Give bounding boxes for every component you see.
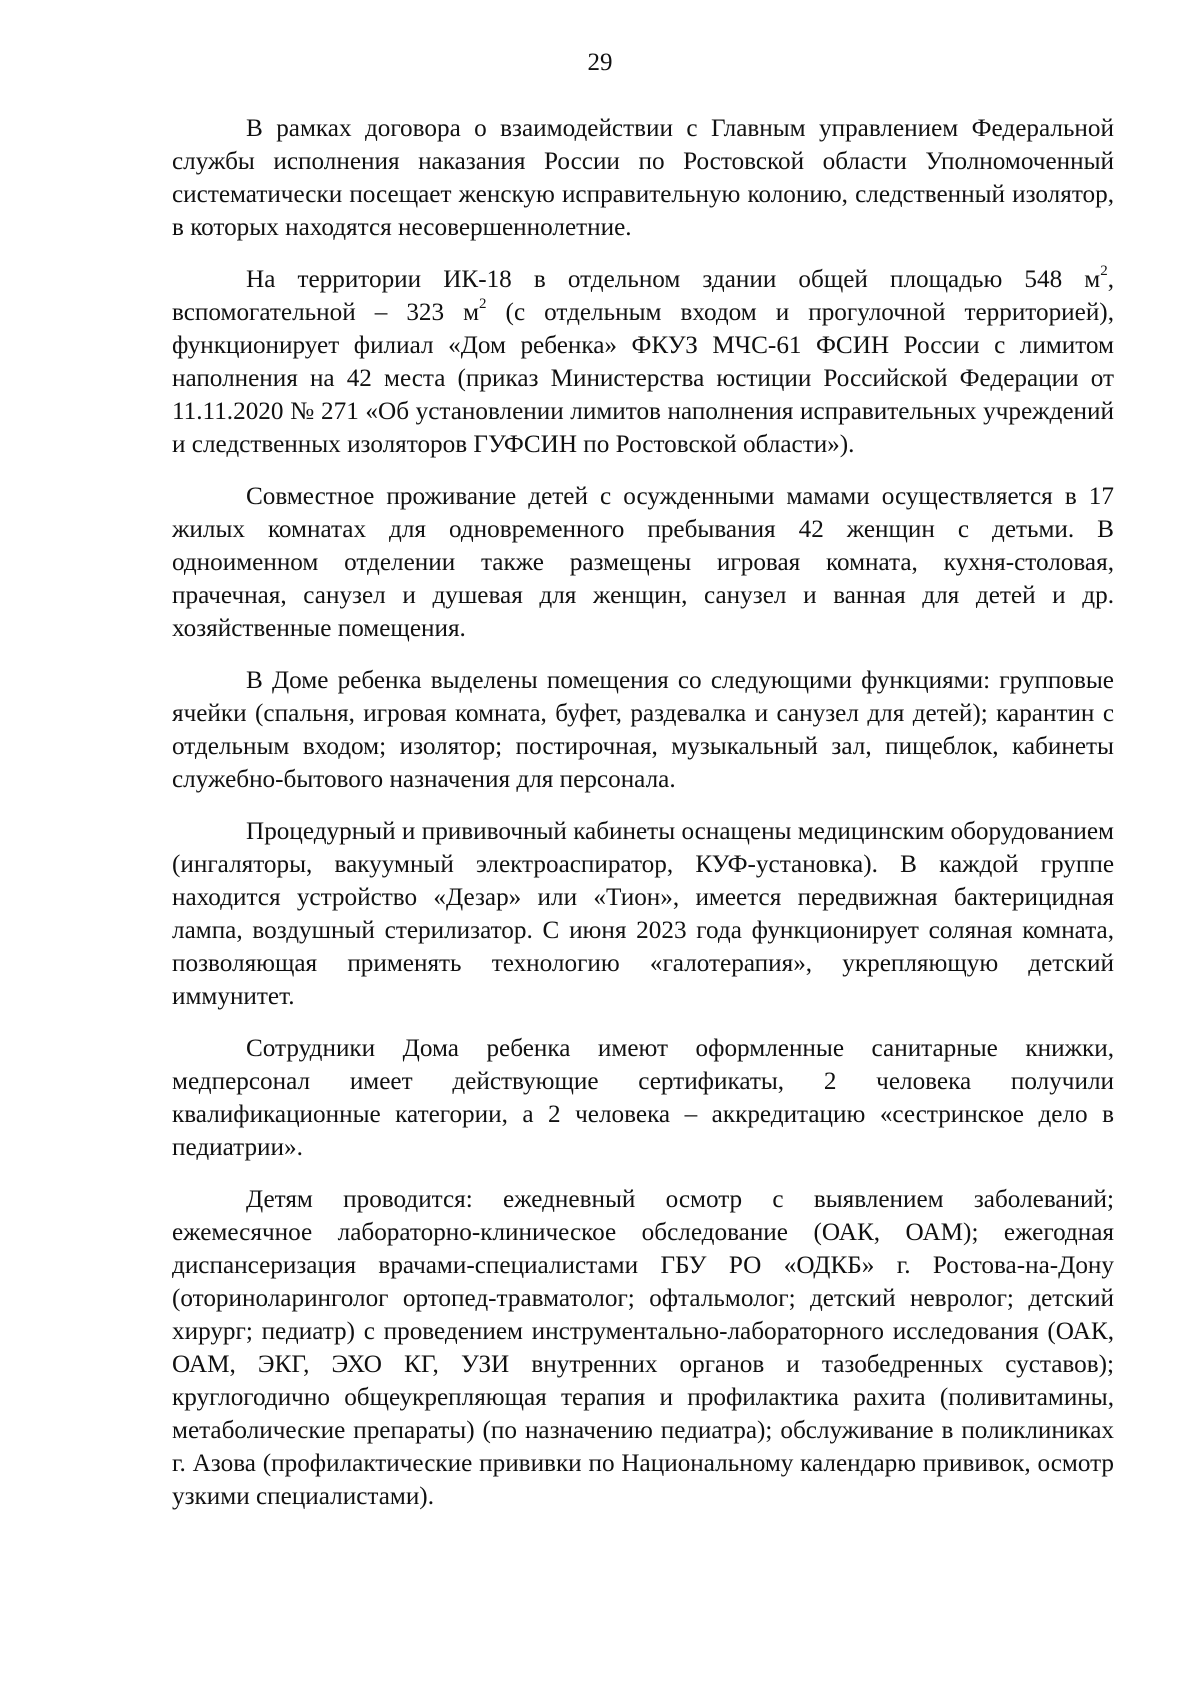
document-body	[172, 112, 1114, 1532]
paragraph-text-segment: (с отдельным входом и прогулочной территорией), функционирует филиал «Дом ребенка» ФКУЗ МЧС-61 ФСИН России с лимитом наполнения на 42 места (приказ Министерства юстиции Российской Федерации от 11.11.2020 № 271 «Об установлении лимитов наполнения исправительных учреждений и следственных изоляторов ГУФСИН по Ростовской области»).	[172, 299, 1114, 458]
paragraph-child-care: Детям проводится: ежедневный осмотр с выявлением заболеваний; ежемесячное лабораторно-клиническое обследование (ОАК, ОАМ); ежегодная диспансеризация врачами-специалистами ГБУ РО «ОДКБ» г. Ростова-на-Дону (оториноларинголог ортопед-травматолог; офтальмолог; детский невролог; детский хирург; педиатр) с проведением инструментально-лабораторного исследования (ОАК, ОАМ, ЭКГ, ЭХО КГ, УЗИ внутренних органов и тазобедренных суставов); круглогодично общеукрепляющая терапия и профилактика рахита (поливитамины, метаболические препараты) (по назначению педиатра); обслуживание в поликлиниках г. Азова (профилактические прививки по Национальному календарю прививок, осмотр узкими специалистами).	[172, 1186, 1114, 1510]
paragraph-agreement: В рамках договора о взаимодействии с Главным управлением Федеральной службы исполнения наказания России по Ростовской области Уполномоченный систематически посещает женскую исправительную колонию, следственный изолятор, в которых находятся несовершеннолетние.	[172, 115, 1114, 241]
page-number: 29	[587, 49, 613, 76]
paragraph-ik18-building	[172, 263, 1114, 461]
paragraph-text-segment: На территории ИК-18 в отдельном здании общей площадью 548 м	[246, 266, 1101, 293]
superscript-square: 2	[479, 295, 487, 312]
superscript-square: 2	[1100, 262, 1108, 279]
paragraph-premises: В Доме ребенка выделены помещения со следующими функциями: групповые ячейки (спальня, игровая комната, буфет, раздевалка и санузел для детей); карантин с отдельным входом; изолятор; постирочная, музыкальный зал, пищеблок, кабинеты служебно-бытового назначения для персонала.	[172, 667, 1114, 793]
paragraph-medical-equipment: Процедурный и прививочный кабинеты оснащены медицинским оборудованием (ингаляторы, вакуумный электроаспиратор, КУФ-установка). В каждой группе находится устройство «Дезар» или «Тион», имеется передвижная бактерицидная лампа, воздушный стерилизатор. С июня 2023 года функционирует соляная комната, позволяющая применять технологию «галотерапия», укрепляющую детский иммунитет.	[172, 818, 1114, 1010]
paragraph-joint-residence: Совместное проживание детей с осужденными мамами осуществляется в 17 жилых комнатах для одновременного пребывания 42 женщин с детьми. В одноименном отделении также размещены игровая комната, кухня-столовая, прачечная, санузел и душевая для женщин, санузел и ванная для детей и др. хозяйственные помещения.	[172, 483, 1114, 642]
paragraph-text-segment: , вспомогательной – 323 м	[172, 266, 1114, 326]
paragraph-staff: Сотрудники Дома ребенка имеют оформленные санитарные книжки, медперсонал имеет действующие сертификаты, 2 человека получили квалификационные категории, а 2 человека – аккредитацию «сестринское дело в педиатрии».	[172, 1035, 1114, 1161]
